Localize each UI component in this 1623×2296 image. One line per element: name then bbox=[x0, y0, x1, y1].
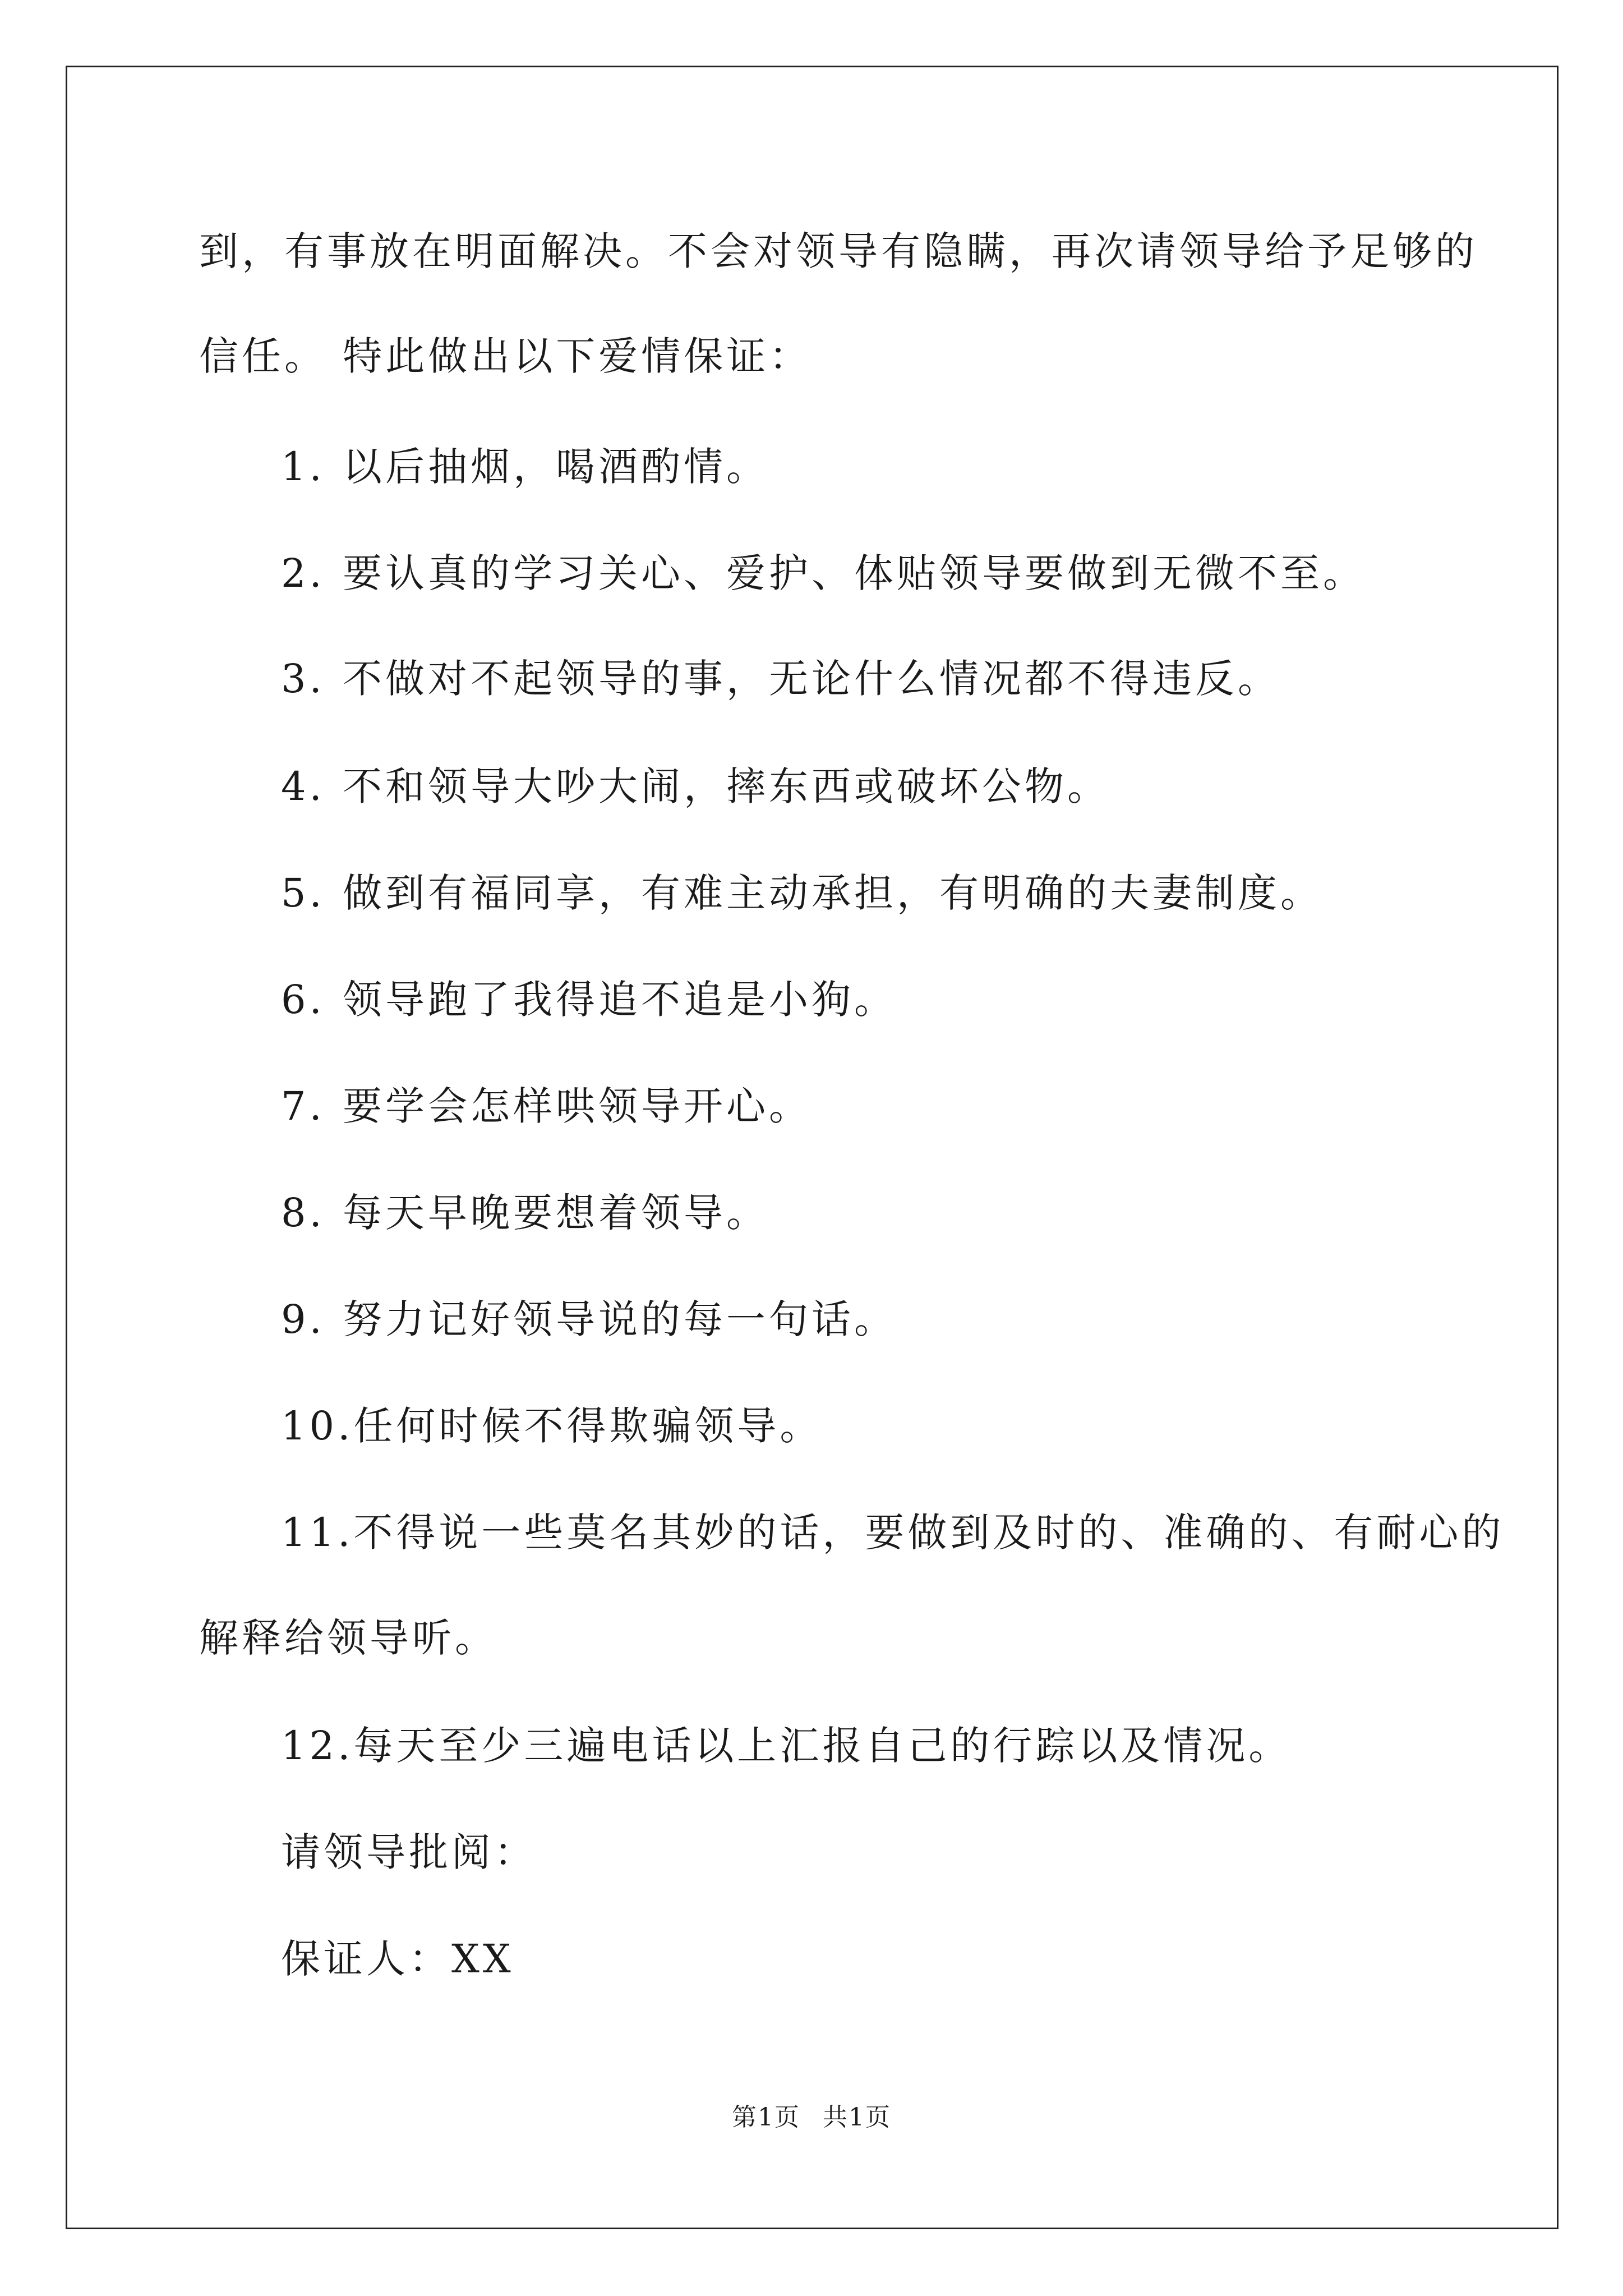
list-item-number: 11. bbox=[281, 1510, 354, 1556]
list-item-number: 3. bbox=[281, 656, 325, 702]
list-item-number: 10. bbox=[281, 1403, 354, 1449]
list-item-number: 5. bbox=[281, 870, 325, 916]
list-item-text: 每天至少三遍电话以上汇报自己的行踪以及情况。 bbox=[353, 1723, 1292, 1769]
closing-request: 请领导批阅： bbox=[281, 1829, 537, 1875]
page-total: 共1页 bbox=[823, 2103, 891, 2132]
list-item-number: 8. bbox=[281, 1190, 325, 1236]
page-border bbox=[66, 66, 1559, 2229]
list-item bbox=[281, 545, 1366, 601]
guarantor-signature-line: 保证人：XX bbox=[281, 1936, 514, 1982]
list-item bbox=[281, 1718, 1291, 1774]
list-item-text: 任何时候不得欺骗领导。 bbox=[353, 1403, 823, 1449]
list-item bbox=[281, 1078, 811, 1134]
page-number: 第1页 bbox=[732, 2103, 800, 2132]
list-item-text: 要学会怎样哄领导开心。 bbox=[343, 1083, 811, 1129]
list-item-continuation bbox=[199, 1610, 497, 1666]
list-item-text: 不得说一些莫名其妙的话，要做到及时的、准确的、有耐心的 bbox=[353, 1510, 1505, 1556]
page-footer bbox=[0, 2101, 1623, 2134]
list-item-text: 以后抽烟，喝酒酌情。 bbox=[343, 444, 769, 490]
list-item-text: 要认真的学习关心、爱护、体贴领导要做到无微不至。 bbox=[343, 550, 1366, 596]
list-item-number: 7. bbox=[281, 1083, 325, 1129]
list-item-number: 2. bbox=[281, 550, 325, 596]
list-item bbox=[281, 1185, 769, 1241]
list-item bbox=[281, 972, 897, 1028]
list-item bbox=[281, 651, 1280, 707]
list-item-number: 12. bbox=[281, 1723, 354, 1769]
list-item-number: 4. bbox=[281, 763, 325, 809]
list-item-text: 不做对不起领导的事，无论什么情况都不得违反。 bbox=[343, 656, 1280, 702]
list-item bbox=[281, 1291, 897, 1347]
list-item bbox=[281, 439, 769, 495]
list-item bbox=[281, 758, 1110, 815]
list-item-text: 做到有福同享，有难主动承担，有明确的夫妻制度。 bbox=[343, 870, 1323, 916]
list-item bbox=[281, 865, 1323, 921]
list-item bbox=[281, 1504, 1504, 1561]
list-item-text: 每天早晚要想着领导。 bbox=[343, 1190, 769, 1236]
paragraph-line: 到，有事放在明面解决。不会对领导有隐瞒，再次请领导给予足够的 bbox=[199, 228, 1478, 274]
list-item-number: 6. bbox=[281, 977, 325, 1023]
list-item bbox=[281, 1398, 822, 1454]
list-item-number: 1. bbox=[281, 444, 325, 490]
paragraph-line: 信任。 特此做出以下爱情保证： bbox=[199, 333, 812, 379]
list-item-text: 解释给领导听。 bbox=[199, 1615, 497, 1661]
list-item-number: 9. bbox=[281, 1296, 325, 1342]
list-item-text: 努力记好领导说的每一句话。 bbox=[343, 1296, 897, 1342]
list-item-text: 不和领导大吵大闹，摔东西或破坏公物。 bbox=[343, 763, 1110, 809]
list-item-text: 领导跑了我得追不追是小狗。 bbox=[343, 977, 897, 1023]
